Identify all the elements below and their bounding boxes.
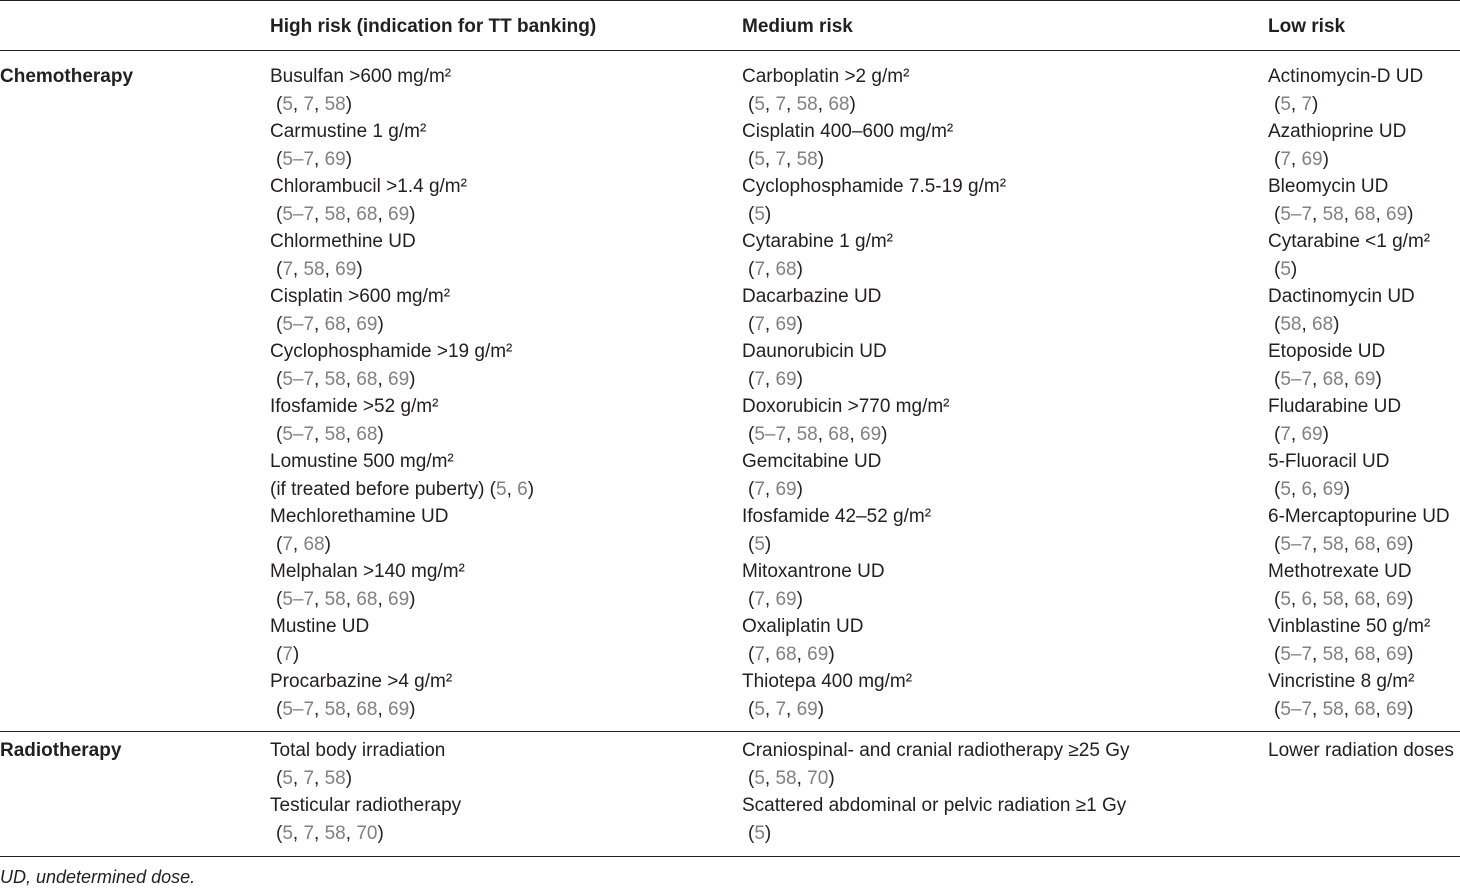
citation-link[interactable]: 58 [1322,588,1344,610]
citation-link[interactable]: 68 [1312,313,1334,335]
drug-entry [742,228,1006,283]
citation-link[interactable]: 69 [388,588,410,610]
chemotherapy-medium-risk-cell [742,63,1006,723]
drug-entry-text: Carmustine 1 g/m² [270,121,427,142]
citation-refs: (5–7, 58, 68, 69) [748,423,888,445]
drug-entry [742,173,1006,228]
drug-entry-text: Chlormethine UD [270,231,416,252]
citation-link[interactable]: 5 [496,478,507,500]
citation-link[interactable]: 5 [754,148,765,170]
header-low-risk: Low risk [1268,16,1346,37]
citation-refs: (5) [748,533,772,555]
citation-refs: (5–7, 58, 68, 69) [276,588,416,610]
citation-link[interactable]: 5–7 [1280,643,1313,665]
citation-refs: (7) [276,643,300,665]
drug-entry [1268,503,1450,558]
citation-refs: (if treated before puberty) (5, 6) [270,478,535,500]
citation-link[interactable]: 7 [754,643,765,665]
drug-entry-text: Procarbazine >4 g/m² [270,671,453,692]
drug-entry [742,737,1129,792]
citation-link[interactable]: 69 [775,368,797,390]
drug-entry-text: Melphalan >140 mg/m² [270,561,465,582]
citation-link[interactable]: 68 [1354,588,1376,610]
citation-refs: (5–7, 58, 68, 69) [276,368,416,390]
citation-link[interactable]: 7 [303,767,315,789]
citation-link[interactable]: 7 [282,643,293,665]
drug-entry [742,613,1006,668]
citation-refs: (5–7, 58, 68) [276,423,384,445]
drug-entry-text: Doxorubicin >770 mg/m² [742,396,950,417]
header-rule [0,50,1460,51]
drug-entry-text: Mitoxantrone UD [742,561,885,582]
drug-entry [270,558,534,613]
citation-link[interactable]: 68 [1354,643,1376,665]
citation-link[interactable]: 58 [303,258,325,280]
citation-link[interactable]: 69 [1386,203,1408,225]
citation-refs: (7, 68) [276,533,331,555]
row-label-chemotherapy: Chemotherapy [0,66,134,87]
citation-link[interactable]: 7 [754,368,765,390]
citation-refs: (5–7, 58, 68, 69) [276,698,416,720]
drug-entry [270,393,534,448]
drug-entry-text: Oxaliplatin UD [742,616,864,637]
citation-link[interactable]: 6 [1301,478,1313,500]
table-top-rule [0,0,1460,1]
citation-link[interactable]: 7 [282,258,293,280]
citation-link[interactable]: 69 [1386,588,1408,610]
drug-entry [270,228,534,283]
radiotherapy-medium-risk-cell [742,737,1129,847]
citation-link[interactable]: 58 [796,148,818,170]
citation-link[interactable]: 5–7 [282,588,315,610]
drug-entry-text: 5-Fluoracil UD [1268,451,1390,472]
drug-entry-text: Craniospinal- and cranial radiotherapy ≥25 Gy [742,740,1130,761]
citation-link[interactable]: 7 [775,698,787,720]
drug-entry [742,792,1129,847]
citation-link[interactable]: 6 [1301,588,1313,610]
drug-entry [270,668,534,723]
citation-link[interactable]: 5 [754,698,765,720]
citation-link[interactable]: 5 [1280,588,1291,610]
drug-entry [742,393,1006,448]
citation-link[interactable]: 69 [1301,423,1323,445]
drug-entry [270,792,461,847]
citation-refs: (7, 68) [748,258,803,280]
citation-refs: (7, 69) [748,588,803,610]
citation-link[interactable]: 7 [1280,148,1291,170]
citation-link[interactable]: 69 [356,313,378,335]
drug-entry-text: Ifosfamide 42–52 g/m² [742,506,932,527]
citation-link[interactable]: 68 [775,643,797,665]
drug-entry-text: Chlorambucil >1.4 g/m² [270,176,467,197]
citation-link[interactable]: 7 [754,588,765,610]
citation-link[interactable]: 5–7 [754,423,787,445]
drug-entry-text: Busulfan >600 mg/m² [270,66,452,87]
drug-entry [742,448,1006,503]
citation-link[interactable]: 68 [356,203,378,225]
radiotherapy-low-risk-cell [1268,737,1454,765]
drug-entry [1268,393,1450,448]
citation-refs: (5–7, 58, 68, 69) [1274,533,1414,555]
citation-link[interactable]: 68 [775,258,797,280]
table-footnote: UD, undetermined dose. [0,867,196,887]
citation-refs: (5, 7, 69) [748,698,825,720]
citation-link[interactable]: 68 [356,588,378,610]
citation-refs: (5–7, 58, 68, 69) [1274,643,1414,665]
drug-entry-text: Dacarbazine UD [742,286,882,307]
drug-entry-text: Daunorubicin UD [742,341,887,362]
drug-entry-text: 6-Mercaptopurine UD [1268,506,1450,527]
citation-link[interactable]: 70 [807,767,829,789]
citation-link[interactable]: 7 [775,148,787,170]
citation-link[interactable]: 58 [796,423,818,445]
citation-link[interactable]: 5 [1280,258,1291,280]
citation-link[interactable]: 58 [324,203,346,225]
drug-entry [1268,118,1450,173]
drug-entry [270,613,534,668]
citation-link[interactable]: 68 [356,423,378,445]
citation-link[interactable]: 5 [282,93,293,115]
citation-link[interactable]: 69 [775,588,797,610]
citation-link[interactable]: 68 [303,533,325,555]
drug-entry [270,448,534,503]
citation-refs: (5–7, 58, 68, 69) [1274,698,1414,720]
citation-link[interactable]: 7 [303,93,315,115]
citation-link[interactable]: 58 [324,767,346,789]
citation-link[interactable]: 5 [754,93,765,115]
drug-entry [1268,558,1450,613]
citation-link[interactable]: 68 [356,368,378,390]
citation-refs: (5) [748,203,772,225]
citation-link[interactable]: 69 [324,148,346,170]
citation-link[interactable]: 69 [1386,533,1408,555]
citation-refs: (5–7, 68, 69) [1274,368,1382,390]
drug-entry [1268,173,1450,228]
citation-refs: (5, 7, 58) [276,93,353,115]
table-bottom-rule [0,856,1460,857]
citation-link[interactable]: 5–7 [282,423,315,445]
drug-entry-text: Etoposide UD [1268,341,1386,362]
citation-link[interactable]: 7 [754,258,765,280]
citation-refs: (5, 7, 58) [748,148,825,170]
citation-refs: (7, 69) [748,368,803,390]
citation-refs: (58, 68) [1274,313,1340,335]
citation-link[interactable]: 69 [388,203,410,225]
drug-entry-text: Cytarabine 1 g/m² [742,231,894,252]
citation-link[interactable]: 70 [356,822,378,844]
citation-link[interactable]: 5–7 [282,368,315,390]
drug-entry-text: Cyclophosphamide 7.5-19 g/m² [742,176,1007,197]
drug-entry [270,63,534,118]
citation-link[interactable]: 7 [754,478,765,500]
citation-refs: (5, 58, 70) [748,767,835,789]
citation-link[interactable]: 58 [1322,203,1344,225]
section-rule [0,731,1460,732]
citation-link[interactable]: 58 [324,822,346,844]
drug-entry [1268,63,1450,118]
citation-link[interactable]: 69 [388,368,410,390]
citation-refs: (5) [1274,258,1298,280]
citation-refs: (5, 7, 58, 70) [276,822,384,844]
citation-link[interactable]: 69 [775,313,797,335]
citation-link[interactable]: 7 [775,93,787,115]
citation-link[interactable]: 58 [1322,533,1344,555]
citation-refs: (5) [748,822,772,844]
drug-entry [1268,228,1450,283]
drug-entry [1268,613,1450,668]
citation-link[interactable]: 68 [1354,203,1376,225]
drug-entry [1268,338,1450,393]
citation-link[interactable]: 7 [1301,93,1313,115]
drug-entry-text: Carboplatin >2 g/m² [742,66,910,87]
citation-link[interactable]: 69 [860,423,882,445]
drug-entry-text: Cisplatin 400–600 mg/m² [742,121,954,142]
citation-link[interactable]: 5–7 [1280,203,1313,225]
citation-link[interactable]: 69 [1386,643,1408,665]
drug-entry-text: Ifosfamide >52 g/m² [270,396,439,417]
drug-entry-text: Actinomycin-D UD [1268,66,1424,87]
citation-link[interactable]: 58 [324,93,346,115]
citation-link[interactable]: 5 [282,822,293,844]
drug-entry [270,283,534,338]
citation-link[interactable]: 69 [1322,478,1344,500]
citation-link[interactable]: 5 [754,767,765,789]
citation-refs: (5, 6, 58, 68, 69) [1274,588,1414,610]
citation-refs: (7, 58, 69) [276,258,363,280]
citation-refs: (5, 7, 58) [276,767,353,789]
citation-link[interactable]: 58 [1322,698,1344,720]
drug-entry-text: Gemcitabine UD [742,451,882,472]
citation-link[interactable]: 68 [356,698,378,720]
citation-refs: (5, 6, 69) [1274,478,1351,500]
citation-link[interactable]: 5 [754,203,765,225]
citation-refs: (5, 7, 58, 68) [748,93,856,115]
drug-entry-text: Bleomycin UD [1268,176,1389,197]
drug-entry [742,558,1006,613]
drug-entry-text: Thiotepa 400 mg/m² [742,671,913,692]
citation-refs: (5–7, 58, 68, 69) [1274,203,1414,225]
citation-link[interactable]: 68 [828,423,850,445]
drug-entry [742,338,1006,393]
drug-entry-text: Vinblastine 50 g/m² [1268,616,1431,637]
drug-entry-text: Mustine UD [270,616,370,637]
citation-link[interactable]: 5–7 [282,313,315,335]
citation-refs: (7, 69) [1274,423,1329,445]
drug-entry-text: Cyclophosphamide >19 g/m² [270,341,513,362]
citation-link[interactable]: 5–7 [1280,698,1313,720]
drug-entry [1268,448,1450,503]
citation-link[interactable]: 5–7 [282,148,315,170]
citation-link[interactable]: 5–7 [282,698,315,720]
chemotherapy-low-risk-cell [1268,63,1450,723]
drug-entry-text: Lower radiation doses [1268,740,1454,761]
drug-entry-text: Mechlorethamine UD [270,506,449,527]
drug-entry-text: Azathioprine UD [1268,121,1407,142]
chemotherapy-high-risk-cell [270,63,534,723]
drug-entry [1268,283,1450,338]
drug-entry [742,283,1006,338]
citation-link[interactable]: 68 [1322,368,1344,390]
drug-entry-text: Fludarabine UD [1268,396,1402,417]
drug-entry [1268,737,1454,765]
citation-link[interactable]: 5 [1280,93,1291,115]
citation-link[interactable]: 58 [324,368,346,390]
citation-link[interactable]: 68 [324,313,346,335]
header-high-risk: High risk (indication for TT banking) [270,16,597,37]
citation-link[interactable]: 69 [807,643,829,665]
citation-link[interactable]: 69 [775,478,797,500]
header-medium-risk: Medium risk [742,16,853,37]
citation-refs: (5–7, 58, 68, 69) [276,203,416,225]
drug-entry-text: Cisplatin >600 mg/m² [270,286,451,307]
drug-entry [270,338,534,393]
citation-link[interactable]: 58 [324,423,346,445]
citation-link[interactable]: 7 [754,313,765,335]
drug-entry [270,503,534,558]
drug-entry [270,737,461,792]
citation-link[interactable]: 5 [282,767,293,789]
drug-entry [270,118,534,173]
citation-link[interactable]: 58 [1280,313,1302,335]
citation-refs: (7, 69) [748,478,803,500]
drug-entry-text: Vincristine 8 g/m² [1268,671,1415,692]
citation-link[interactable]: 58 [324,698,346,720]
drug-entry-text: Dactinomycin UD [1268,286,1415,307]
entry-note: (if treated before puberty) [270,478,485,500]
citation-refs: (5, 7) [1274,93,1319,115]
drug-entry [1268,668,1450,723]
drug-entry-text: Lomustine 500 mg/m² [270,451,454,472]
citation-link[interactable]: 58 [775,767,797,789]
citation-link[interactable]: 68 [828,93,850,115]
citation-link[interactable]: 69 [335,258,357,280]
citation-link[interactable]: 7 [282,533,293,555]
row-label-radiotherapy: Radiotherapy [0,740,122,761]
citation-link[interactable]: 5–7 [1280,368,1313,390]
citation-refs: (5–7, 68, 69) [276,313,384,335]
drug-entry [742,668,1006,723]
citation-link[interactable]: 58 [796,93,818,115]
citation-link[interactable]: 5 [754,822,765,844]
drug-entry [742,63,1006,118]
citation-refs: (7, 69) [748,313,803,335]
drug-entry-text: Testicular radiotherapy [270,795,462,816]
drug-entry-text: Total body irradiation [270,740,446,761]
drug-entry-text: Scattered abdominal or pelvic radiation ≥1 Gy [742,795,1127,816]
drug-entry [742,118,1006,173]
citation-link[interactable]: 7 [303,822,315,844]
citation-link[interactable]: 7 [1280,423,1291,445]
citation-link[interactable]: 6 [517,478,528,500]
drug-entry [742,503,1006,558]
citation-refs: (7, 69) [1274,148,1329,170]
citation-link[interactable]: 68 [1354,533,1376,555]
citation-link[interactable]: 69 [796,698,818,720]
radiotherapy-high-risk-cell [270,737,461,847]
drug-entry-text: Methotrexate UD [1268,561,1412,582]
citation-link[interactable]: 69 [388,698,410,720]
citation-link[interactable]: 58 [324,588,346,610]
citation-link[interactable]: 69 [1354,368,1376,390]
citation-link[interactable]: 5 [754,533,765,555]
citation-link[interactable]: 68 [1354,698,1376,720]
citation-link[interactable]: 58 [1322,643,1344,665]
citation-refs: (7, 68, 69) [748,643,835,665]
citation-link[interactable]: 5–7 [282,203,315,225]
citation-link[interactable]: 5 [1280,478,1291,500]
citation-link[interactable]: 69 [1386,698,1408,720]
citation-link[interactable]: 5–7 [1280,533,1313,555]
drug-entry-text: Cytarabine <1 g/m² [1268,231,1431,252]
drug-entry [270,173,534,228]
citation-refs: (5–7, 69) [276,148,353,170]
citation-link[interactable]: 69 [1301,148,1323,170]
